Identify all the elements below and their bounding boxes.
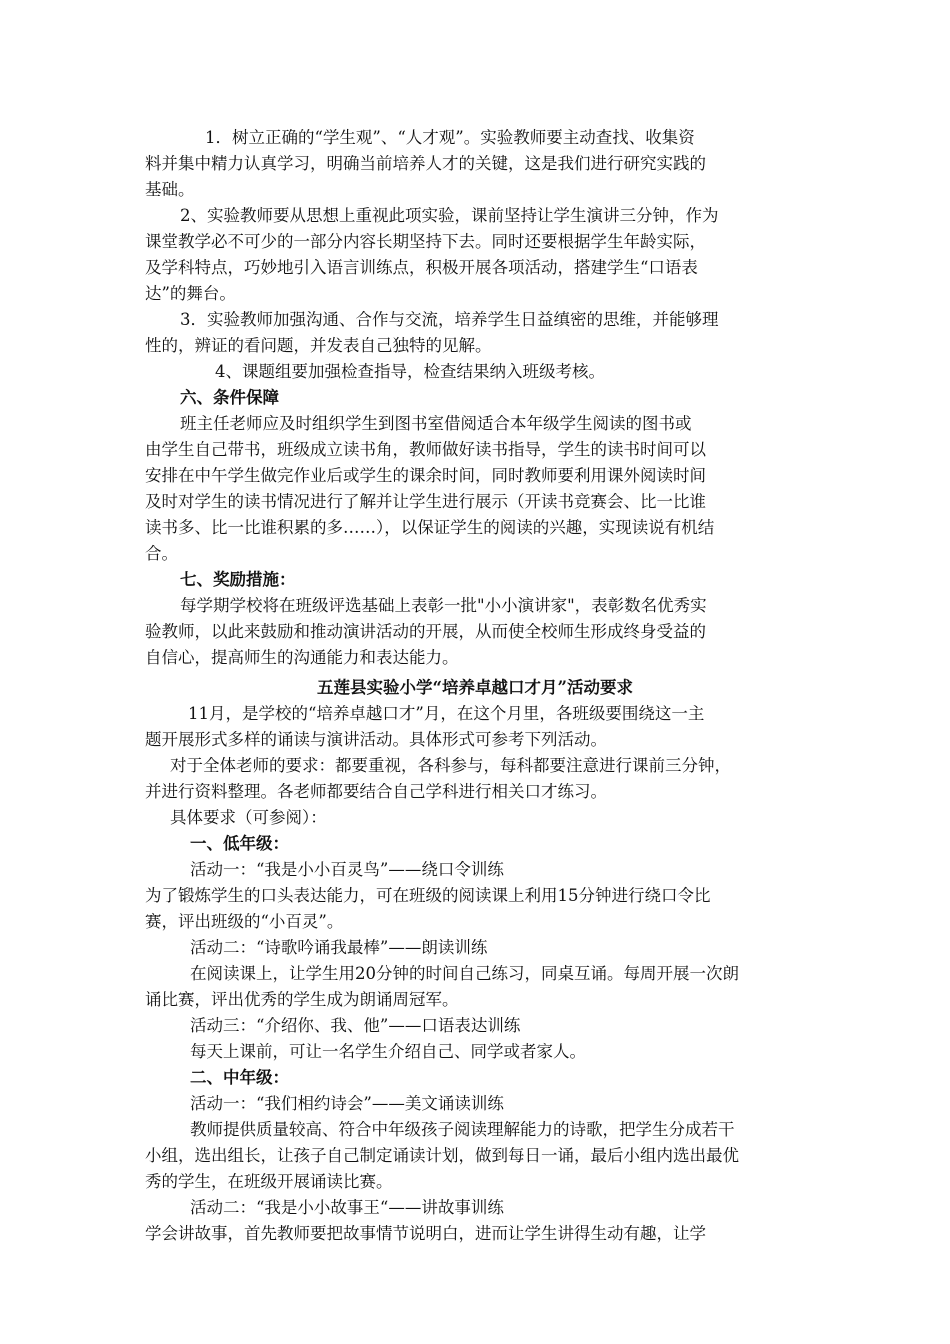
paragraph-line: 达”的舞台。 [145, 284, 236, 303]
paragraph-line: 每天上课前，可让一名学生介绍自己、同学或者家人。 [190, 1042, 586, 1061]
paragraph-line: 题开展形式多样的诵读与演讲活动。具体形式可参考下列活动。 [145, 730, 607, 749]
paragraph-line: 诵比赛，评出优秀的学生成为朗诵周冠军。 [145, 990, 459, 1009]
activity-line: 活动一：“我们相约诗会”——美文诵读训练 [190, 1094, 504, 1113]
paragraph-line: 性的，辨证的看问题，并发表自己独特的见解。 [145, 336, 492, 355]
paragraph-line: 11月，是学校的“培养卓越口才”月，在这个月里，各班级要围绕这一主 [188, 704, 705, 723]
paragraph-line: 自信心，提高师生的沟通能力和表达能力。 [145, 648, 459, 667]
paragraph-line: 4、课题组要加强检查指导，检查结果纳入班级考核。 [215, 362, 605, 381]
paragraph-line: 2、实验教师要从思想上重视此项实验，课前坚持让学生演讲三分钟，作为 [180, 206, 719, 225]
paragraph-line: 读书多、比一比谁积累的多……），以保证学生的阅读的兴趣，实现读说有机结 [145, 518, 715, 537]
paragraph-line: 合。 [145, 544, 178, 563]
paragraph-line: 1．树立正确的“学生观”、“人才观”。实验教师要主动查找、收集资 [205, 128, 695, 147]
paragraph-line: 学会讲故事，首先教师要把故事情节说明白，进而让学生讲得生动有趣，让学 [145, 1224, 706, 1243]
paragraph-line: 课堂教学必不可少的一部分内容长期坚持下去。同时还要根据学生年龄实际， [145, 232, 706, 251]
paragraph-line: 秀的学生，在班级开展诵读比赛。 [145, 1172, 393, 1191]
paragraph-line: 基础。 [145, 180, 195, 199]
paragraph-line: 料并集中精力认真学习，明确当前培养人才的关键，这是我们进行研究实践的 [145, 154, 706, 173]
activity-line: 活动二：“诗歌吟诵我最棒”——朗读训练 [190, 938, 488, 957]
section-heading: 二、中年级： [190, 1068, 289, 1087]
paragraph-line: 为了锻炼学生的口头表达能力，可在班级的阅读课上利用15分钟进行绕口令比 [145, 886, 711, 905]
paragraph-line: 具体要求（可参阅）： [170, 808, 327, 827]
activity-line: 活动二：“我是小小故事王“——讲故事训练 [190, 1198, 504, 1217]
paragraph-line: 对于全体老师的要求：都要重视，各科参与，每科都要注意进行课前三分钟， [170, 756, 731, 775]
paragraph-line: 并进行资料整理。各老师都要结合自己学科进行相关口才练习。 [145, 782, 607, 801]
activity-line: 活动一：“我是小小百灵鸟”——绕口令训练 [190, 860, 504, 879]
section-heading: 一、低年级： [190, 834, 289, 853]
paragraph-line: 教师提供质量较高、符合中年级孩子阅读理解能力的诗歌，把学生分成若干 [190, 1120, 735, 1139]
paragraph-line: 由学生自己带书，班级成立读书角，教师做好读书指导，学生的读书时间可以 [145, 440, 706, 459]
paragraph-line: 班主任老师应及时组织学生到图书室借阅适合本年级学生阅读的图书或 [180, 414, 692, 433]
paragraph-line: 3．实验教师加强沟通、合作与交流，培养学生日益缜密的思维，并能够理 [180, 310, 719, 329]
paragraph-line: 在阅读课上，让学生用20分钟的时间自己练习，同桌互诵。每周开展一次朗 [190, 964, 739, 983]
paragraph-line: 小组，选出组长，让孩子自己制定诵读计划，做到每日一诵，最后小组内选出最优 [145, 1146, 739, 1165]
section-heading: 六、条件保障 [180, 388, 279, 407]
section-heading: 七、奖励措施： [180, 570, 296, 589]
paragraph-line: 及时对学生的读书情况进行了解并让学生进行展示（开读书竞赛会、比一比谁 [145, 492, 706, 511]
paragraph-line: 每学期学校将在班级评选基础上表彰一批"小小演讲家"，表彰数名优秀实 [180, 596, 707, 615]
document-title: 五莲县实验小学“培养卓越口才月”活动要求 [317, 678, 633, 697]
paragraph-line: 赛，评出班级的“小百灵”。 [145, 912, 344, 931]
paragraph-line: 安排在中午学生做完作业后或学生的课余时间，同时教师要利用课外阅读时间 [145, 466, 706, 485]
activity-line: 活动三：“介绍你、我、他”——口语表达训练 [190, 1016, 521, 1035]
paragraph-line: 验教师，以此来鼓励和推动演讲活动的开展，从而使全校师生形成终身受益的 [145, 622, 706, 641]
paragraph-line: 及学科特点，巧妙地引入语言训练点，积极开展各项活动，搭建学生“口语表 [145, 258, 698, 277]
